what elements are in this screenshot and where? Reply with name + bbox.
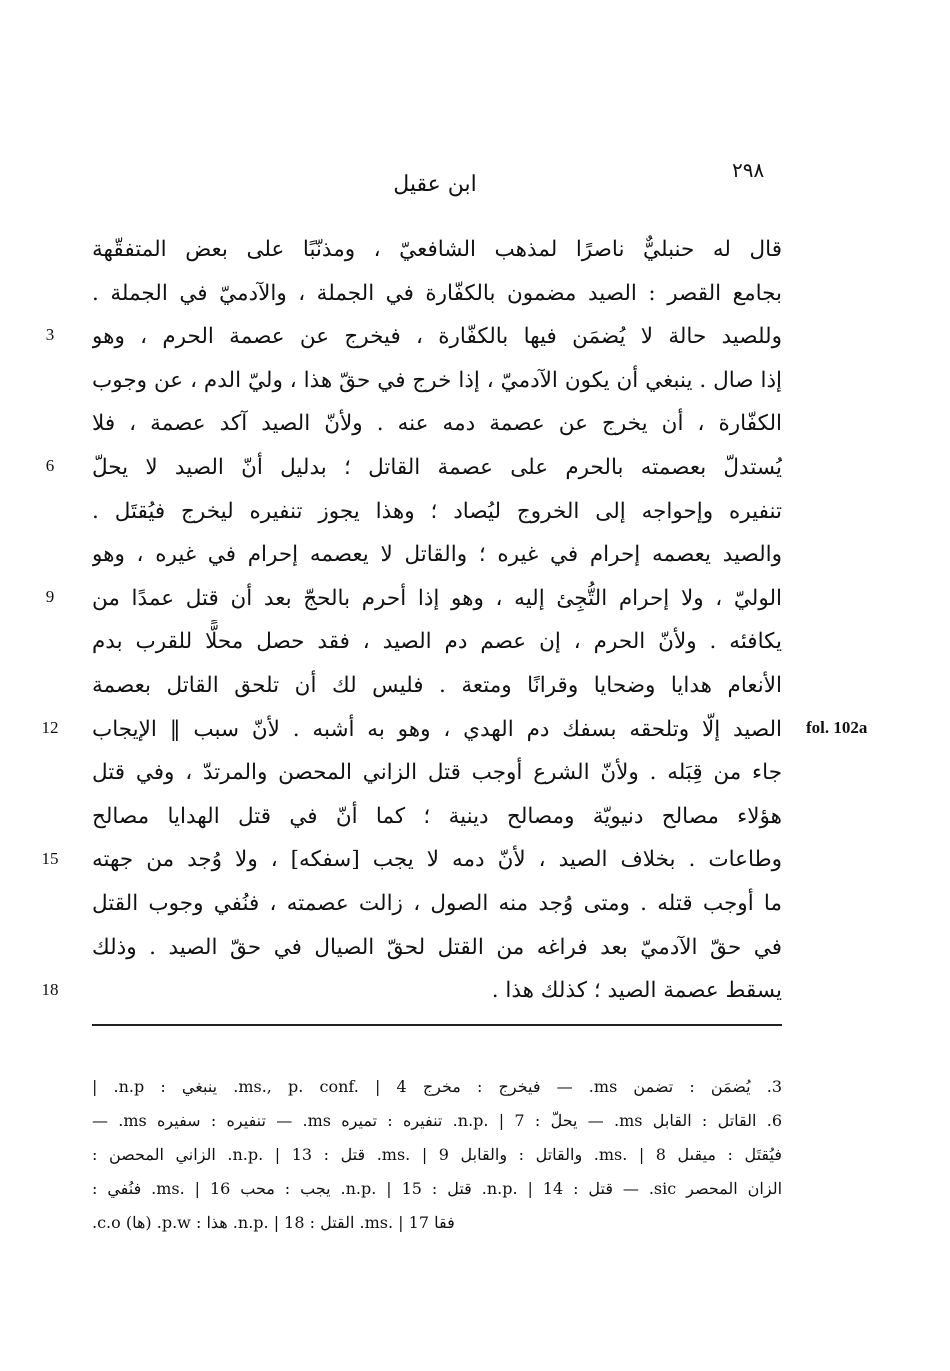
text-line: يُستدلّ بعصمته بالحرم على عصمة القاتل ؛ بدليل أنّ الصيد لا يحلّ [92, 454, 782, 480]
text-line: الصيد إلّا وتلحقه بسفك دم الهدي ، وهو به أشبه . لأنّ سبب ‖ الإيجاب [92, 716, 782, 742]
text-line: الكفّارة ، أن يخرج عن عصمة دمه عنه . ولأنّ الصيد آكد عصمة ، فلا [92, 411, 782, 437]
text-line: الأنعام هدايا وضحايا وقرانًا ومتعة . فليس لك أن تلحق القاتل بعصمة [92, 672, 782, 698]
text-line: تنفيره وإحواجه إلى الخروج ليُصاد ؛ وهذا يجوز تنفيره ليخرج فيُقتَل . [92, 498, 782, 524]
footnote-line: 3. يُضمَن : تضمن ms. — فيخرج : مخرج ms., p. conf. | 4. ينبغي : n.p. | [92, 1077, 782, 1096]
text-line: قال له حنبليٌّ ناصرًا لمذهب الشافعيّ ، ومذنّبًا على بعض المتفقّهة [92, 237, 782, 262]
line-number: 9 [45, 587, 55, 606]
line-number: 3 [45, 325, 55, 344]
running-title: ابن عقيل [393, 172, 477, 197]
line-number: 12 [41, 718, 59, 737]
apparatus-notes [92, 1070, 782, 1240]
text-line: يكافئه . ولأنّ الحرم ، إن عصم دم الصيد ، فقد حصل محلًّا للقرب بدم [92, 629, 782, 655]
text-line: جاء من قِبَله . ولأنّ الشرع أوجب قتل الزاني المحصن والمرتدّ ، وفي قتل [92, 760, 782, 786]
page-number: ٢٩٨ [732, 158, 765, 182]
line-number: 18 [41, 980, 59, 999]
text-line: ما أوجب قتله . ومتى وُجد منه الصول ، زالت عصمته ، فنُفي وجوب القتل [92, 890, 782, 916]
footnote-line: الزان المحصر sic. — قتل : n.p. | 14. قتل : n.p. | 15. يجب : محب ms. | 16. فنُفي : [92, 1179, 782, 1198]
text-line: بجامع القصر : الصيد مضمون بالكفّارة في الجملة ، والآدميّ في الجملة . [92, 280, 782, 306]
footnote-divider [92, 1024, 782, 1026]
text-line: الوليّ ، ولا إحرام التُّجِئ إليه ، وهو إذا أحرم بالحجّ بعد أن قتل عمدًا من [92, 585, 782, 611]
text-line: وللصيد حالة لا يُضمَن فيها بالكفّارة ، فيخرج عن عصمة الحرم ، وهو [92, 324, 782, 350]
text-line: وطاعات . بخلاف الصيد ، لأنّ دمه لا يجب [سفكه] ، ولا وُجد من جهته [92, 847, 782, 873]
footnote-line: فقا ms. | 17. القتل : n.p. | 18. هذا : p.w. (ها) c.o. [92, 1213, 455, 1232]
footnote-line: فيُقتَل : ميقىل ms. | 8. والقاتل : والقابل ms. | 9. قتل : n.p. | 13. الزاني المحصن : [92, 1145, 782, 1164]
footnote-line: 6. القاتل : القابل ms. — يحلّ : n.p. | 7. تنفيره : تميره ms. — تنفيره : سفيره ms. — [92, 1111, 782, 1130]
text-line: إذا صال . ينبغي أن يكون الآدميّ ، إذا خرج في حقّ هذا ، وليّ الدم ، عن وجوب [92, 367, 782, 393]
text-line: في حقّ الآدميّ بعد فراغه من القتل لحقّ الصيال في حقّ الصيد . وذلك [92, 934, 782, 960]
line-number: 15 [41, 849, 59, 868]
folio-marker: fol. 102a [806, 718, 868, 737]
text-line: يسقط عصمة الصيد ؛ كذلك هذا . [491, 978, 782, 1004]
line-number: 6 [45, 456, 55, 475]
text-line: هؤلاء مصالح دنيويّة ومصالح دينية ؛ كما أنّ في قتل الهدايا مصالح [92, 803, 782, 829]
text-line: والصيد يعصمه إحرام في غيره ؛ والقاتل لا يعصمه إحرام في غيره ، وهو [92, 542, 782, 568]
main-text [92, 228, 782, 1013]
